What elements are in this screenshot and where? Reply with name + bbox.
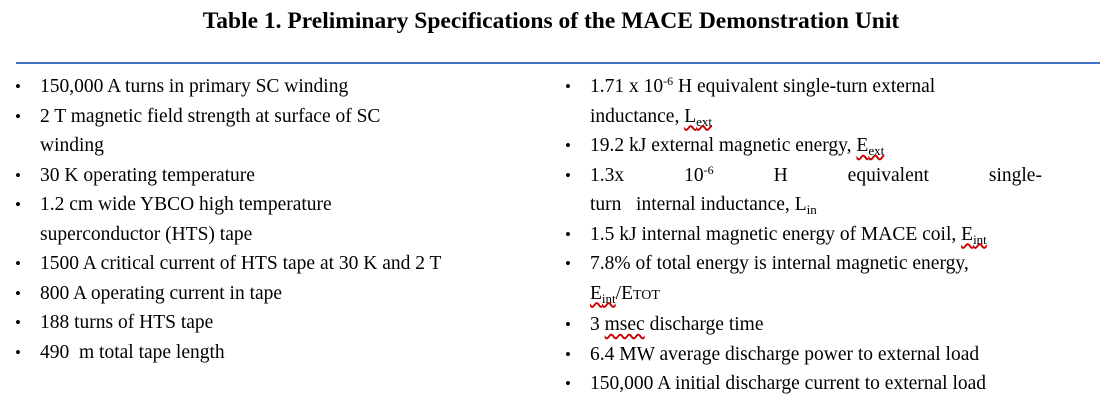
spec-item-tape-width [14, 190, 554, 249]
bullet-icon: • [565, 344, 571, 364]
spec-item-discharge-power [564, 340, 1094, 370]
exponent-base: 10 [684, 164, 704, 186]
symbol-base: E [961, 223, 974, 245]
bullet-icon: • [565, 374, 571, 393]
bullet-icon: • [15, 313, 21, 332]
bullet-icon: • [15, 254, 21, 273]
bullet-icon: • [565, 77, 571, 96]
ratio-denominator: /E [615, 282, 633, 304]
spec-word: equivalent [847, 164, 929, 186]
spec-word: single- [988, 164, 1042, 186]
left-spec-list [14, 72, 554, 367]
spec-text: 800 A operating current in tape [40, 282, 283, 304]
bullet-icon: • [15, 342, 21, 362]
spec-item-internal-energy [564, 220, 1094, 250]
spellcheck-flagged-word: msec [604, 314, 645, 335]
spec-text: 150,000 A initial discharge current to external load [590, 373, 987, 394]
left-spec-column [14, 72, 554, 367]
spec-item-field-strength [14, 102, 554, 161]
spec-word [684, 161, 714, 191]
bullet-icon: • [15, 195, 21, 214]
bullet-icon: • [15, 283, 21, 303]
symbol-l-ext [684, 106, 712, 127]
symbol-subscript: in [806, 202, 817, 217]
energy-ratio [590, 283, 660, 304]
exponent: -6 [703, 162, 714, 177]
spec-item-discharge-time [564, 310, 1094, 340]
spec-text: 2 T magnetic field strength at surface of SC [40, 105, 381, 127]
spec-text: 1500 A critical current of HTS tape at 30 K and 2 T [40, 253, 442, 274]
spec-item-operating-current [14, 279, 554, 309]
spec-item-tape-turns [14, 308, 554, 338]
spec-text: 490 m total tape length [40, 341, 225, 363]
symbol-subscript: int [973, 231, 987, 247]
spec-text-continued: turn internal inductance, [590, 194, 795, 215]
spec-text: 6.4 MW average discharge power to external load [590, 343, 980, 365]
bullet-icon: • [565, 165, 571, 185]
spec-item-operating-temperature [14, 161, 554, 191]
spec-text: 19.2 kJ external magnetic energy, [590, 135, 857, 156]
spec-item-critical-current [14, 249, 554, 279]
spec-text: 30 K operating temperature [40, 164, 255, 186]
bullet-icon: • [15, 77, 21, 96]
symbol-base: L [794, 194, 807, 215]
symbol-subscript: ext [696, 113, 713, 129]
ratio-denominator-small-caps: TOT [633, 287, 660, 303]
spec-text: discharge time [644, 314, 764, 335]
spec-item-internal-inductance [564, 161, 1094, 220]
bullet-icon: • [15, 106, 21, 126]
spec-text: 1.2 cm wide YBCO high temperature [40, 194, 332, 215]
justified-line [590, 161, 1042, 191]
symbol-subscript: int [601, 290, 616, 306]
symbol-subscript: ext [868, 143, 885, 158]
spec-text: H equivalent single-turn external [673, 76, 936, 97]
spec-item-primary-turns [14, 72, 554, 102]
spec-text-continued: winding [40, 135, 104, 156]
bullet-icon: • [565, 224, 571, 244]
spec-text: 150,000 A turns in primary SC winding [40, 76, 349, 97]
exponent: -6 [663, 74, 674, 88]
spec-word: 1.3x [590, 164, 625, 186]
symbol-e-int [590, 283, 616, 304]
right-spec-list [564, 72, 1094, 399]
bullet-icon: • [565, 254, 571, 273]
symbol-base: L [684, 105, 697, 127]
spec-item-external-inductance [564, 72, 1094, 131]
spec-word: H [773, 164, 788, 186]
spec-item-discharge-current [564, 369, 1094, 399]
symbol-base: E [856, 135, 869, 156]
symbol-l-in [795, 194, 817, 215]
spec-text: 3 [590, 314, 605, 335]
spec-text: 188 turns of HTS tape [40, 312, 214, 333]
table-title: Table 1. Preliminary Specifications of the MACE Demonstration Unit [202, 8, 900, 34]
spec-text-continued: inductance, [590, 105, 685, 127]
title-divider [16, 62, 1100, 64]
spec-item-external-energy [564, 131, 1094, 161]
symbol-e-int [961, 224, 987, 245]
spec-item-energy-fraction [564, 249, 1094, 310]
bullet-icon: • [15, 165, 21, 185]
spec-text-continued: superconductor (HTS) tape [40, 223, 253, 245]
bullet-icon: • [565, 315, 571, 334]
symbol-base: E [590, 282, 602, 304]
right-spec-column [564, 72, 1094, 399]
spec-item-tape-length [14, 338, 554, 368]
spec-text: 1.71 x 10 [590, 76, 664, 97]
symbol-e-ext [856, 135, 884, 156]
spec-text: 7.8% of total energy is internal magnetic energy, [590, 253, 969, 274]
bullet-icon: • [565, 136, 571, 155]
spec-text: 1.5 kJ internal magnetic energy of MACE coil, [590, 223, 962, 245]
